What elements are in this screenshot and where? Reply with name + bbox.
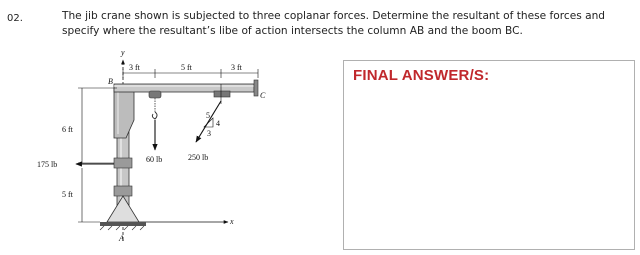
dim-boom-1: 3 ft (129, 63, 140, 72)
answer-label: FINAL ANSWER/S: (353, 67, 490, 84)
column-dimension-lines (78, 88, 117, 222)
slope-4-label: 4 (216, 119, 220, 128)
force-250-label: 250 lb (188, 153, 209, 162)
point-b-label: B (108, 77, 113, 86)
slope-5-label: 5 (206, 111, 210, 120)
problem-statement: The jib crane shown is subjected to three coplanar forces. Determine the resultant of these forces and specify where the resultant’s libe of action intersects the column AB and the boom BC. (62, 10, 606, 37)
boom-bc (114, 80, 258, 96)
point-c-label: C (260, 91, 266, 100)
y-axis-label: y (121, 48, 125, 57)
force-60-label: 60 lb (146, 155, 163, 164)
point-a-label: A (119, 234, 124, 243)
x-axis-label: x (230, 217, 234, 226)
answer-box[interactable] (343, 60, 635, 250)
slope-3-label: 3 (207, 129, 211, 138)
force-175-label: 175 lb (37, 160, 58, 169)
problem-number: 02. (7, 13, 23, 24)
dim-column-upper: 6 ft (62, 125, 73, 134)
hoist-hook (149, 91, 161, 119)
dim-column-lower: 5 ft (62, 190, 73, 199)
boom-bracket (114, 88, 134, 138)
dim-boom-2: 5 ft (181, 63, 192, 72)
base-support (100, 196, 146, 230)
dim-boom-3: 3 ft (231, 63, 242, 72)
